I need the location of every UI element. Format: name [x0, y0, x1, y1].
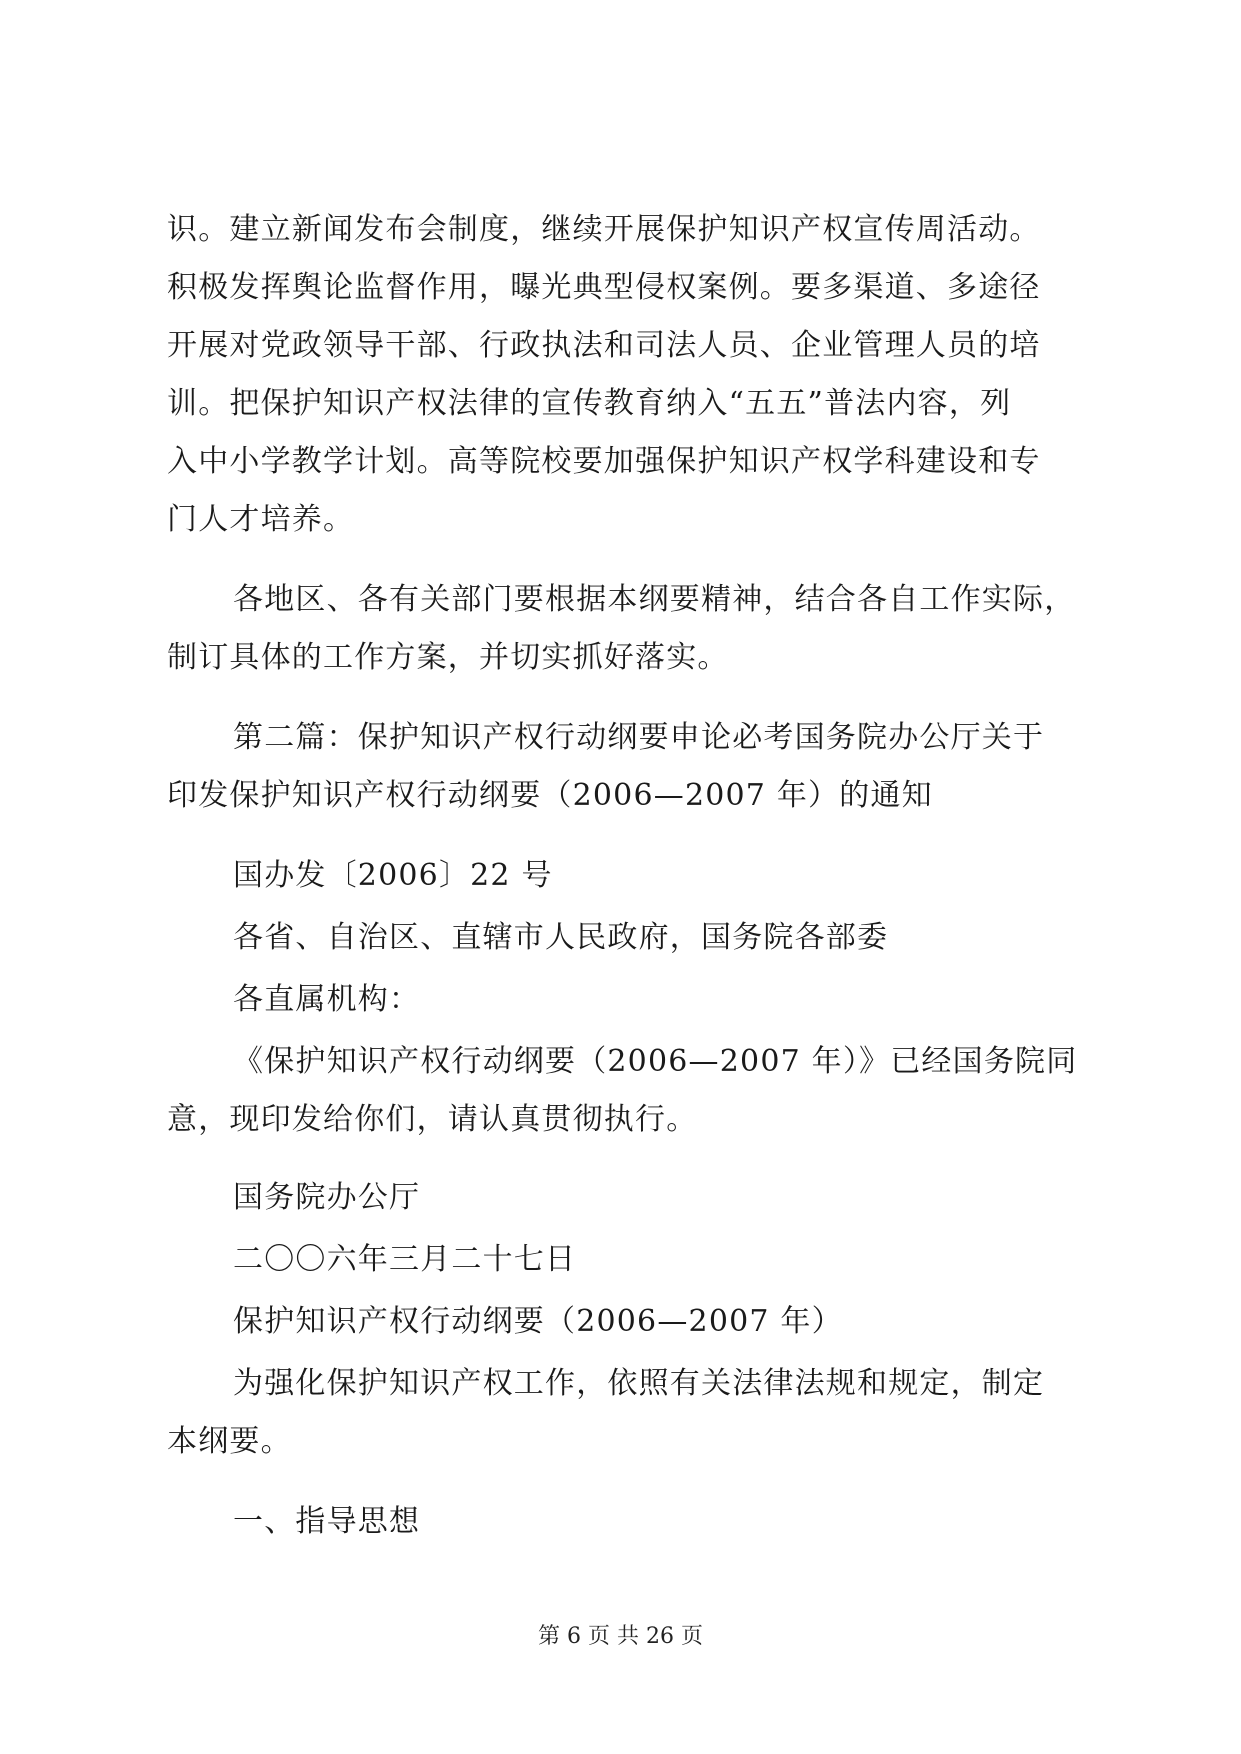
text-line: 意，现印发给你们，请认真贯彻执行。: [167, 1102, 698, 1137]
recipient-line: 各直属机构：: [233, 982, 421, 1017]
text-line: 开展对党政领导干部、行政执法和司法人员、企业管理人员的培: [167, 328, 1041, 363]
document-number: 国办发〔2006〕22 号: [233, 858, 553, 893]
date-line: 二〇〇六年三月二十七日: [233, 1242, 577, 1277]
recipient-line: 各省、自治区、直辖市人民政府，国务院各部委: [233, 920, 889, 955]
paragraph-first-line: 为强化保护知识产权工作，依照有关法律法规和规定，制定: [233, 1366, 1045, 1401]
paragraph-first-line: 《保护知识产权行动纲要（2006—2007 年）》已经国务院同: [233, 1044, 1078, 1079]
text-line: 训。把保护知识产权法律的宣传教育纳入“五五”普法内容，列: [167, 386, 1012, 421]
text-line: 积极发挥舆论监督作用，曝光典型侵权案例。要多渠道、多途径: [167, 270, 1041, 305]
text-line: 入中小学教学计划。高等院校要加强保护知识产权学科建设和专: [167, 444, 1041, 479]
page-number-footer: 第 6 页 共 26 页: [538, 1624, 703, 1649]
section-heading-line: 印发保护知识产权行动纲要（2006—2007 年）的通知: [167, 778, 933, 813]
paragraph-first-line: 各地区、各有关部门要根据本纲要精神，结合各自工作实际，: [233, 582, 1076, 617]
issuer-line: 国务院办公厅: [233, 1180, 421, 1215]
text-line: 本纲要。: [167, 1424, 292, 1459]
section-heading: 一、指导思想: [233, 1504, 421, 1539]
text-line: 制订具体的工作方案，并切实抓好落实。: [167, 640, 729, 675]
text-line: 门人才培养。: [167, 502, 355, 537]
text-line: 识。建立新闻发布会制度，继续开展保护知识产权宣传周活动。: [167, 212, 1041, 247]
outline-title: 保护知识产权行动纲要（2006—2007 年）: [233, 1304, 843, 1339]
section-heading-line: 第二篇：保护知识产权行动纲要申论必考国务院办公厅关于: [233, 720, 1045, 755]
